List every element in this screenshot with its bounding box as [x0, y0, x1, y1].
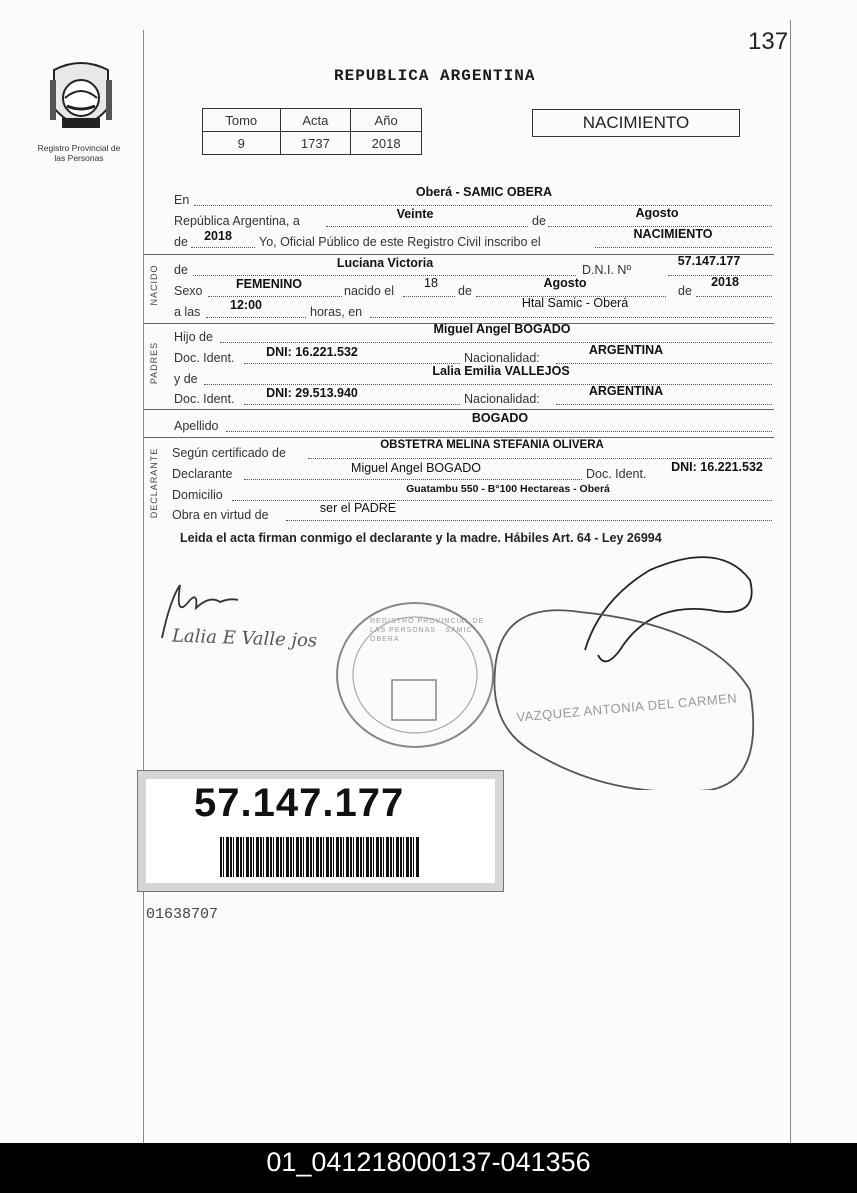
- footer-bar: [0, 1143, 857, 1193]
- page-number: 137: [748, 28, 789, 55]
- barcode: [220, 837, 420, 877]
- label-apellido: Apellido: [174, 419, 219, 433]
- value-anio-nac: 2018: [711, 275, 739, 289]
- right-margin-line: [790, 20, 791, 1143]
- value-anio: 2018: [204, 229, 232, 243]
- act-type-box: NACIMIENTO: [532, 109, 740, 137]
- round-seal-text: REGISTRO PROVINCIAL DE LAS PERSONAS · SAMIC OBERA: [370, 618, 485, 643]
- value-madre: Lalia Emilia VALLEJOS: [432, 364, 570, 378]
- barcode-label: [137, 770, 504, 892]
- label-segun: Según certificado de: [172, 446, 286, 460]
- label-nac-padre: Nacionalidad:: [464, 351, 540, 365]
- value-madre-nac: ARGENTINA: [588, 384, 664, 398]
- tomo-header: Tomo: [203, 109, 281, 132]
- label-a-las: a las: [174, 305, 201, 319]
- value-certificado: OBSTETRA MELINA STEFANIA OLIVERA: [380, 439, 604, 451]
- label-doc-padre: Doc. Ident.: [174, 351, 235, 365]
- anio-header: Año: [351, 109, 422, 132]
- observation-text: Leida el acta firman conmigo el declarante y la madre. Hábiles Art. 64 - Ley 26994: [180, 531, 662, 545]
- value-declarante: Miguel Angel BOGADO: [351, 461, 481, 475]
- signatures-and-stamps: [150, 540, 770, 790]
- value-mes-nac: Agosto: [543, 276, 587, 290]
- reference-table: [202, 108, 422, 155]
- value-lugar: Oberá - SAMIC OBERA: [415, 185, 553, 199]
- label-yo: Yo, Oficial Público de este Registro Civil inscribo el: [259, 235, 541, 249]
- label-de-anio-nac: de: [678, 284, 692, 298]
- value-lugar-nac: Htal Samic - Oberá: [521, 296, 629, 310]
- label-sexo: Sexo: [174, 284, 203, 298]
- value-mes: Agosto: [635, 206, 679, 220]
- label-horas-en: horas, en: [310, 305, 363, 319]
- label-y-de: y de: [174, 372, 198, 386]
- section-padres-label: PADRES: [149, 341, 159, 385]
- label-en: En: [174, 193, 190, 207]
- value-dia-nac: 18: [424, 276, 438, 290]
- value-madre-doc: DNI: 29.513.940: [266, 386, 358, 400]
- value-acto: NACIMIENTO: [633, 227, 713, 241]
- label-de: de: [532, 214, 546, 228]
- label-nac-madre: Nacionalidad:: [464, 392, 540, 406]
- label-obra: Obra en virtud de: [172, 508, 269, 522]
- label-de-anio: de: [174, 235, 188, 249]
- value-dni: 57.147.177: [677, 254, 741, 268]
- seal-caption: Registro Provincial de las Personas: [37, 143, 121, 163]
- province-seal: [48, 60, 114, 140]
- label-number: 57.147.177: [194, 781, 405, 825]
- value-obra: ser el PADRE: [319, 501, 397, 515]
- label-de-nombre: de: [174, 263, 188, 277]
- tomo-value: 9: [203, 132, 281, 155]
- anio-value: 2018: [351, 132, 422, 155]
- value-nombre: Luciana Victoria: [336, 256, 434, 270]
- label-declarante: Declarante: [172, 467, 233, 481]
- value-sexo: FEMENINO: [236, 277, 302, 291]
- value-apellido: BOGADO: [471, 411, 529, 425]
- acta-header: Acta: [280, 109, 351, 132]
- value-padre-doc: DNI: 16.221.532: [266, 345, 358, 359]
- label-de-mes: de: [458, 284, 472, 298]
- section-declarante-label: DECLARANTE: [149, 447, 159, 519]
- label-dni: D.N.I. Nº: [582, 263, 632, 277]
- document-title: REPUBLICA ARGENTINA: [334, 67, 536, 85]
- footer-code: 01_041218000137-041356: [266, 1147, 591, 1177]
- label-hijo-de: Hijo de: [174, 330, 213, 344]
- label-republica: República Argentina, a: [174, 214, 300, 228]
- label-domicilio: Domicilio: [172, 488, 223, 502]
- label-doc-madre: Doc. Ident.: [174, 392, 235, 406]
- serial-number: 01638707: [146, 906, 219, 923]
- value-domicilio: Guatambu 550 - B°100 Hectareas - Oberá: [406, 483, 610, 495]
- value-hora: 12:00: [230, 298, 262, 312]
- stamp-name: VAZQUEZ ANTONIA DEL CARMEN: [515, 690, 738, 725]
- left-margin-line: [143, 30, 144, 1143]
- value-padre: Miguel Angel BOGADO: [433, 322, 571, 336]
- label-nacido-el: nacido el: [344, 284, 395, 298]
- value-dia: Veinte: [396, 207, 434, 221]
- handwritten-signature: Lalia E Valle jos: [171, 625, 318, 652]
- label-doc-declarante: Doc. Ident.: [586, 467, 647, 481]
- value-padre-nac: ARGENTINA: [588, 343, 664, 357]
- section-nacido-label: NACIDO: [149, 264, 159, 306]
- acta-value: 1737: [280, 132, 351, 155]
- value-declarante-doc: DNI: 16.221.532: [671, 460, 763, 474]
